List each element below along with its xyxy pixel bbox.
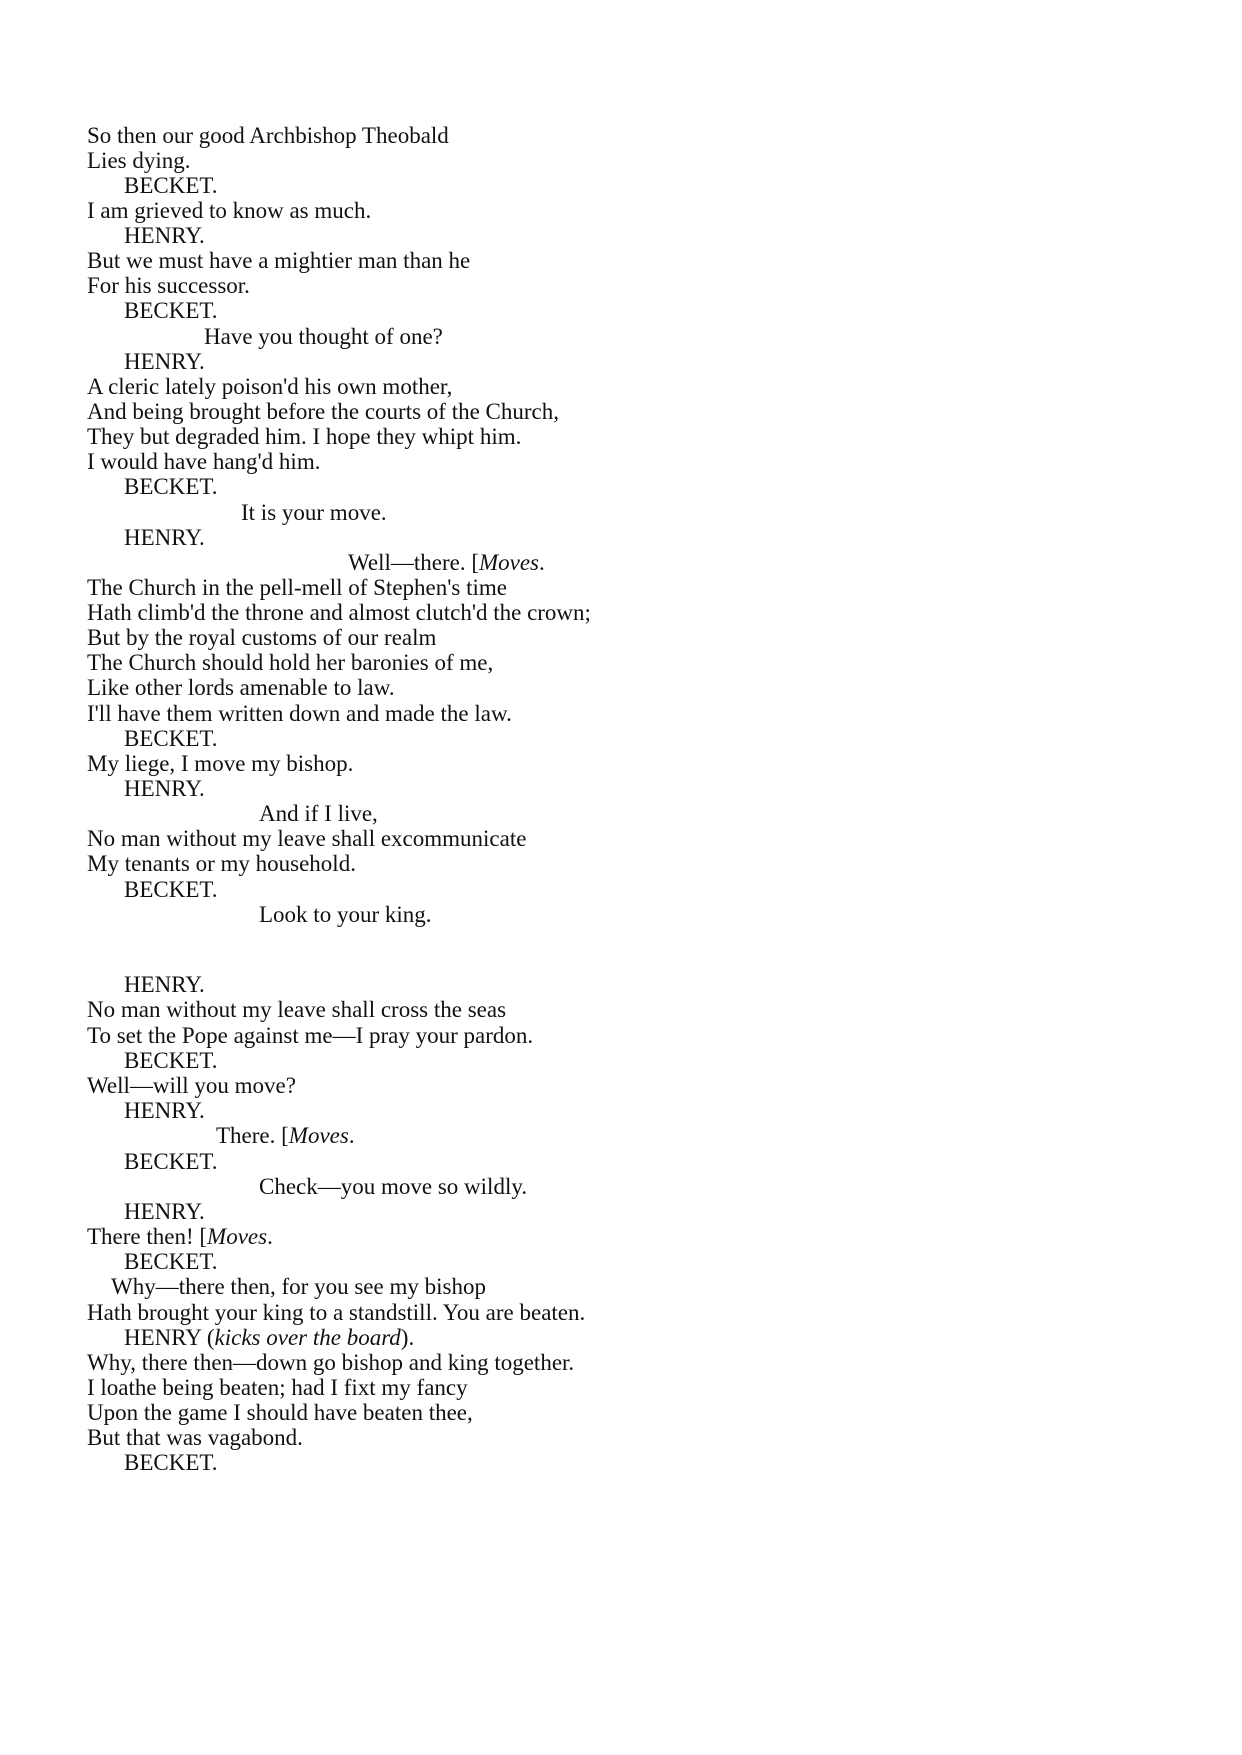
line-text: Upon the game I should have beaten thee, [87,1400,473,1425]
line-text: Why, there then—down go bishop and king together. [87,1350,575,1375]
line-text: Why—there then, for you see my bishop [111,1274,486,1299]
line-text: Have you thought of one? [204,324,443,349]
verse-line [87,1072,296,1100]
line-text: HENRY. [124,776,205,801]
stage-direction: Moves [478,550,540,575]
speaker-line [124,1324,414,1352]
stage-direction: Moves [207,1224,268,1249]
verse-line [87,996,506,1024]
line-text: BECKET. [124,1048,218,1073]
line-text: But by the royal customs of our realm [87,625,437,650]
verse-line [87,122,449,150]
verse-line [87,599,591,627]
verse-line [87,247,470,275]
stage-direction: Moves [288,1123,349,1148]
verse-line [87,850,356,878]
line-text: BECKET. [124,877,218,902]
line-text: HENRY. [124,1199,205,1224]
line-text: For his successor. [87,273,250,298]
line-text: But that was vagabond. [87,1425,303,1450]
line-text: Lies dying. [87,148,191,173]
speaker-line [124,971,205,999]
line-text: I loathe being beaten; had I fixt my fancy [87,1375,468,1400]
line-text: BECKET. [124,474,218,499]
line-tail: . [539,550,545,575]
verse-line [87,197,371,225]
line-text: It is your move. [241,500,387,525]
line-text: The Church in the pell-mell of Stephen's time [87,575,507,600]
speaker-line [124,297,217,325]
line-text: BECKET. [124,298,218,323]
speaker-line [124,1148,217,1176]
verse-line [87,1299,585,1327]
line-text: So then our good Archbishop Theobald [87,123,449,148]
line-text: The Church should hold her baronies of me, [87,650,494,675]
line-text: BECKET. [124,726,218,751]
stage-direction: kicks over the board [214,1325,401,1350]
verse-line [87,624,436,652]
speaker-line [124,524,205,552]
line-text: HENRY. [124,972,205,997]
verse-line [87,1424,303,1452]
line-text: There then! [ [87,1224,208,1249]
verse-line [87,574,507,602]
verse-line [204,323,443,351]
verse-line [87,147,191,175]
line-text: BECKET. [124,1149,218,1174]
speaker-line [124,876,217,904]
line-text: And being brought before the courts of the Church, [87,399,560,424]
line-text: I'll have them written down and made the law. [87,701,512,726]
speaker-line [124,172,217,200]
verse-line [259,901,432,929]
speaker-line [124,1248,217,1276]
line-text: Hath climb'd the throne and almost clutch'd the crown; [87,600,591,625]
line-text: BECKET. [124,1450,218,1475]
speaker-line [124,348,205,376]
verse-line [87,825,526,853]
line-text: But we must have a mightier man than he [87,248,471,273]
line-text: Hath brought your king to a standstill. You are beaten. [87,1300,586,1325]
verse-line [87,700,512,728]
verse-line [87,448,320,476]
line-text: Like other lords amenable to law. [87,675,395,700]
line-text: No man without my leave shall cross the seas [87,997,507,1022]
line-text: They but degraded him. I hope they whipt him. [87,424,522,449]
line-text: Well—there. [ [348,550,479,575]
line-text: And if I live, [259,801,378,826]
verse-line [111,1273,486,1301]
verse-line [87,423,521,451]
speaker-line [124,775,205,803]
verse-line [87,272,250,300]
line-text: My tenants or my household. [87,851,356,876]
line-text: A cleric lately poison'd his own mother, [87,374,453,399]
line-text: To set the Pope against me—I pray your pardon. [87,1023,534,1048]
speaker-line [124,1198,205,1226]
line-tail: ). [400,1325,415,1350]
line-text: I would have hang'd him. [87,449,321,474]
line-text: I am grieved to know as much. [87,198,372,223]
line-text: My liege, I move my bishop. [87,751,354,776]
verse-line [87,1349,574,1377]
line-text: HENRY. [124,1098,205,1123]
verse-line [87,373,452,401]
speaker-line [124,1449,217,1477]
line-tail: . [348,1123,355,1148]
verse-line [87,1022,533,1050]
verse-line [87,1223,273,1251]
line-text: There. [ [216,1123,289,1148]
line-text: No man without my leave shall excommunicate [87,826,527,851]
line-text: HENRY. [124,223,205,248]
line-text: HENRY ( [124,1325,215,1350]
verse-line [87,750,353,778]
verse-line [216,1122,355,1150]
line-text: Look to your king. [259,902,432,927]
verse-line [87,1399,473,1427]
verse-line [241,499,387,527]
line-tail: . [267,1224,273,1249]
verse-line [87,649,493,677]
line-text: HENRY. [124,349,205,374]
verse-line [87,1374,468,1402]
verse-line [87,674,395,702]
speaker-line [124,1097,205,1125]
line-text: BECKET. [124,1249,218,1274]
speaker-line [124,725,217,753]
line-text: Well—will you move? [87,1073,296,1098]
verse-line [259,1173,527,1201]
line-text: BECKET. [124,173,218,198]
verse-line [348,549,545,577]
verse-line [259,800,378,828]
speaker-line [124,1047,217,1075]
line-text: Check—you move so wildly. [259,1174,528,1199]
line-text: HENRY. [124,525,205,550]
speaker-line [124,473,217,501]
speaker-line [124,222,205,250]
verse-line [87,398,559,426]
